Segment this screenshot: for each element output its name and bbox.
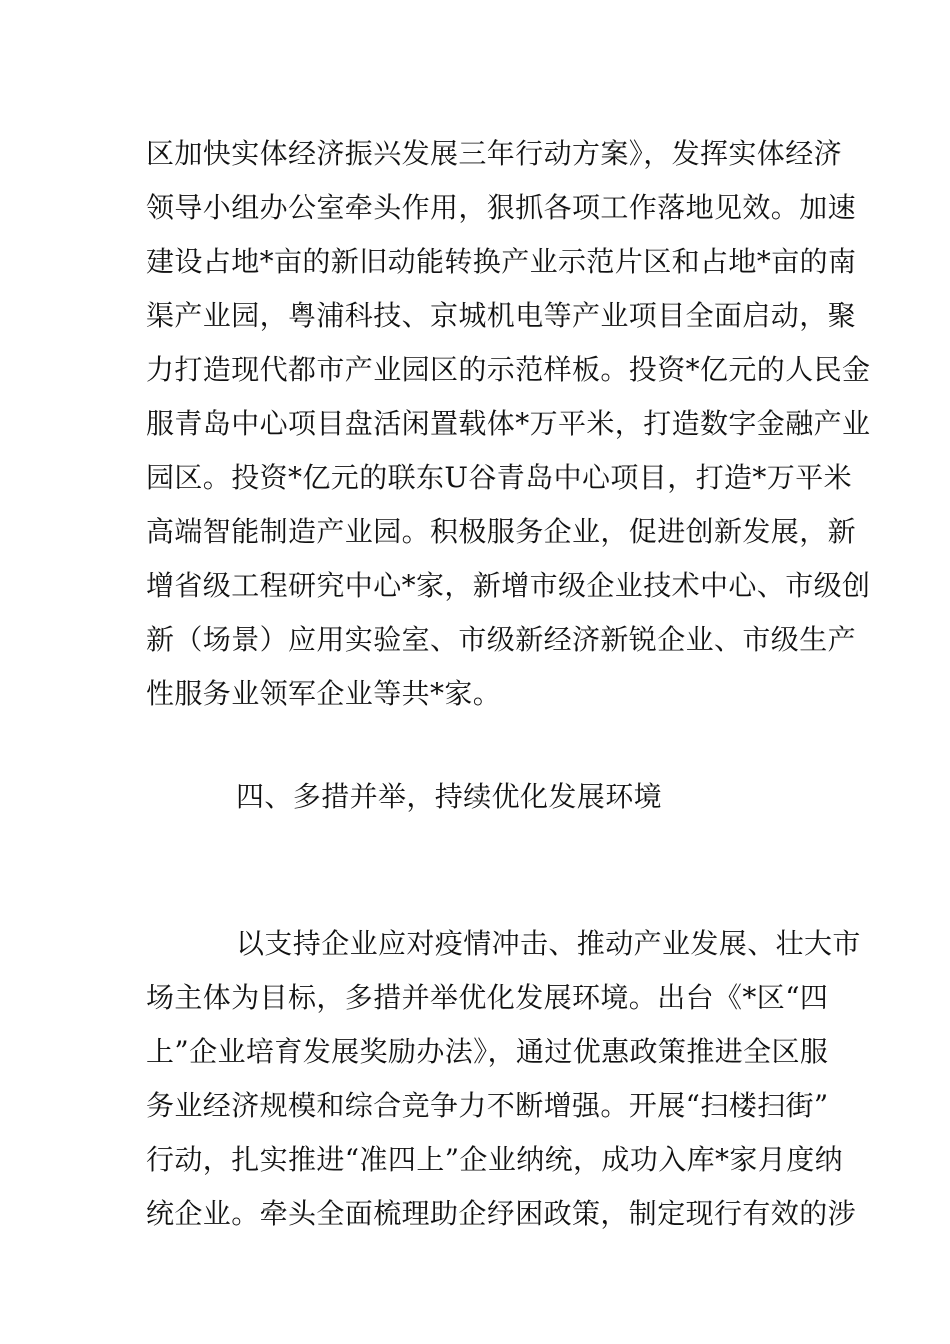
paragraph-line: 场主体为目标，多措并举优化发展环境。出台《*区“四 — [146, 981, 829, 1014]
paragraph-line: 上”企业培育发展奖励办法》，通过优惠政策推进全区服 — [146, 1035, 829, 1068]
paragraph-line: 行动，扎实推进“准四上”企业纳统，成功入库*家月度纳 — [146, 1143, 844, 1176]
paragraph-line: 性服务业领军企业等共*家。 — [146, 677, 502, 710]
paragraph-line: 渠产业园，粤浦科技、京城机电等产业项目全面启动，聚 — [146, 299, 857, 332]
paragraph-line: 以支持企业应对疫情冲击、推动产业发展、壮大市 — [236, 927, 861, 960]
section-heading: 四、多措并举，持续优化发展环境 — [236, 780, 663, 813]
paragraph-line: 务业经济规模和综合竞争力不断增强。开展“扫楼扫街” — [146, 1089, 829, 1122]
paragraph-line: 新（场景）应用实验室、市级新经济新锐企业、市级生产 — [146, 623, 857, 656]
paragraph-line: 园区。投资*亿元的联东U谷青岛中心项目，打造*万平米 — [146, 461, 853, 494]
paragraph-line: 建设占地*亩的新旧动能转换产业示范片区和占地*亩的南 — [146, 245, 857, 278]
paragraph-line: 区加快实体经济振兴发展三年行动方案》，发挥实体经济 — [146, 137, 843, 170]
paragraph-line: 领导小组办公室牵头作用，狠抓各项工作落地见效。加速 — [146, 191, 857, 224]
paragraph-line: 服青岛中心项目盘活闲置载体*万平米，打造数字金融产业 — [146, 407, 871, 440]
paragraph-line: 高端智能制造产业园。积极服务企业，促进创新发展，新 — [146, 515, 857, 548]
paragraph-line: 统企业。牵头全面梳理助企纾困政策，制定现行有效的涉 — [146, 1197, 857, 1230]
paragraph-line: 力打造现代都市产业园区的示范样板。投资*亿元的人民金 — [146, 353, 871, 386]
paragraph-line: 增省级工程研究中心*家，新增市级企业技术中心、市级创 — [146, 569, 871, 602]
